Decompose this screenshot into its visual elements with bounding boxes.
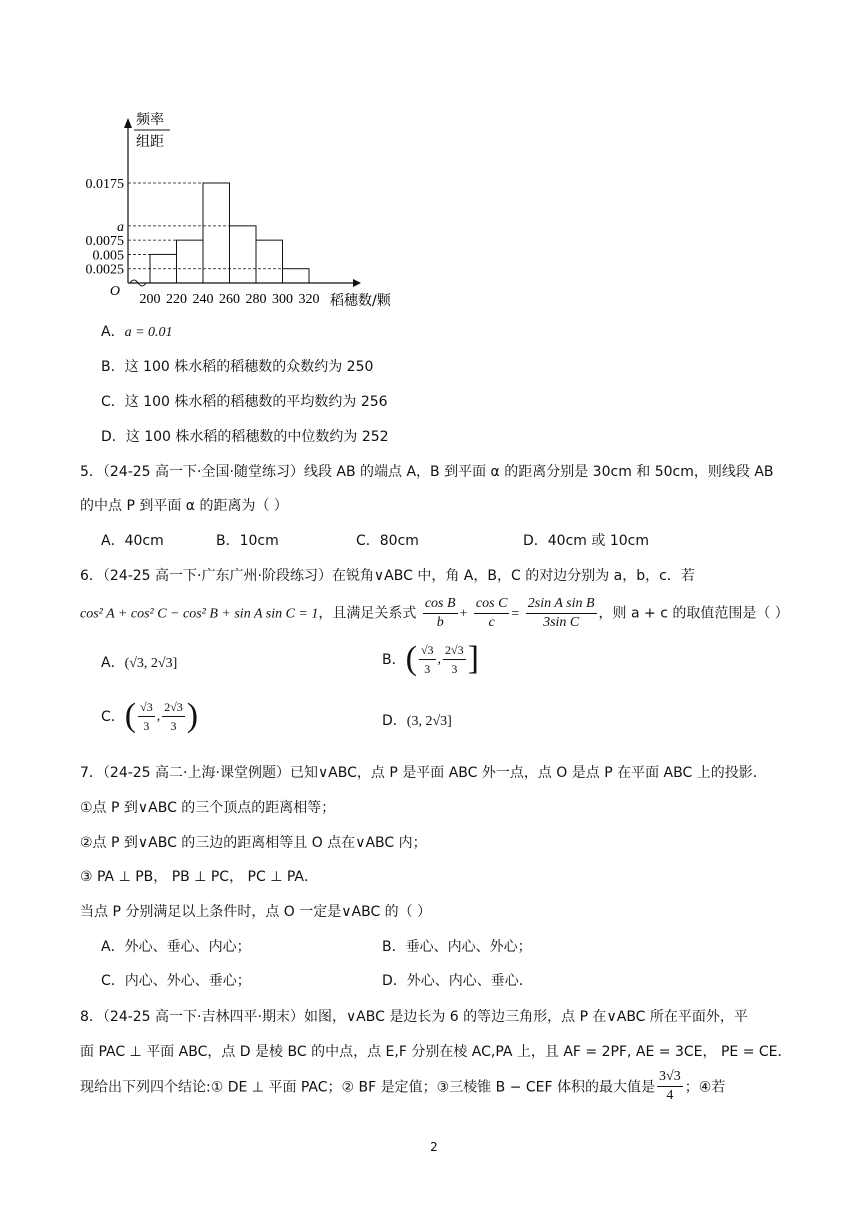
q4-option-b: B．这 100 株水稻的稻穗数的众数约为 250 [101, 359, 374, 375]
x-tick-label: 240 [192, 292, 214, 307]
q7-option-c: C．内心、外心、垂心； [101, 973, 251, 989]
q7-stem-line5: 当点 P 分别满足以上条件时，点 O 一定是∨ABC 的（ ） [80, 904, 432, 920]
page-number: 2 [430, 1140, 438, 1154]
q8-stem-line2: 面 PAC ⊥ 平面 ABC，点 D 是棱 BC 的中点，点 E,F 分别在棱 AC,PA 上，且 AF = 2PF, AE = 3CE， PE = CE． [80, 1044, 792, 1060]
q6-condition: cos² A + cos² C − cos² B + sin A sin C = 1 [80, 606, 319, 622]
q6-frac1-den: b [436, 615, 444, 630]
x-tick-label: 300 [272, 292, 293, 307]
y-label-bottom: 组距 [136, 134, 164, 150]
q4-option-a-math: a = 0.01 [124, 325, 173, 340]
q8-stem-line1: 8．（24-25 高一下·吉林四平·期末）如图，∨ABC 是边长为 6 的等边三角形，点 P 在∨ABC 所在平面外，平 [80, 1009, 748, 1025]
q4-option-c: C．这 100 株水稻的稻穗数的平均数约为 256 [101, 394, 388, 410]
q6-option-d: D．(3, 2√3] [382, 713, 452, 729]
q4-option-d: D．这 100 株水稻的稻穗数的中位数约为 252 [101, 429, 389, 445]
q7-condition-1: ①点 P 到∨ABC 的三个顶点的距离相等； [80, 800, 336, 816]
q8-stem-line3: 现给出下列四个结论:① DE ⊥ 平面 PAC；② BF 是定值；③三棱锥 B − CEF 体积的最大值是 $\frac{3√3}{4}$ ；④若 [80, 1069, 726, 1103]
y-axis-arrow [124, 118, 132, 128]
y-label-top: 频率 [136, 112, 164, 128]
q5-option-a: A．40cm [101, 533, 164, 549]
q5-stem-line2: 的中点 P 到平面 α 的距离为（ ） [80, 498, 288, 514]
q6-frac1-num: cos B [423, 595, 458, 614]
x-tick-label: 200 [139, 292, 161, 307]
q6-option-c: C．( $\frac{√3}{3}$ , $\frac{2√3}{3}$ ) [101, 697, 199, 734]
q7-option-a: A．外心、垂心、内心； [101, 939, 251, 955]
q5-stem-line1: 5．（24-25 高一下·全国·随堂练习）线段 AB 的端点 A，B 到平面 α 的距离分别是 30cm 和 50cm，则线段 AB [80, 464, 774, 480]
histogram-bar [256, 240, 283, 283]
q6-stem-line2: cos² A + cos² C − cos² B + sin A sin C = 1，且满足关系式 $\frac{\text{cos B}}{b}$ + $\frac{\text{cos C}}{c}$ = $\frac{\text{2sin A sin B}}{\text{3sin C}}$ ，则 a + c 的取值范围是（ ） [80, 596, 789, 630]
q7-condition-3: ③ PA ⊥ PB， PB ⊥ PC， PC ⊥ PA． [80, 869, 318, 885]
q6-option-a: A．(√3, 2√3] [101, 655, 178, 671]
q7-option-d: D．外心、内心、垂心． [382, 973, 533, 989]
histogram-bar [203, 183, 230, 283]
q5-option-b: B．10cm [216, 533, 279, 549]
x-tick-label: 220 [166, 292, 187, 307]
q7-option-b: B．垂心、内心、外心； [382, 939, 532, 955]
q6-frac3-num: 2sin A sin B [526, 595, 597, 614]
histogram-bar [177, 240, 204, 283]
q6-frac3-den: 3sin C [543, 615, 580, 630]
q6-frac2-den: c [488, 615, 495, 630]
q6-option-b: B．( $\frac{√3}{3}$ , $\frac{2√3}{3}$ ] [382, 640, 479, 677]
q5-option-d: D．40cm 或 10cm [523, 533, 649, 549]
q4-option-a: A．a = 0.01 [101, 324, 173, 340]
x-tick-label: 320 [298, 292, 320, 307]
q5-option-c: C．80cm [356, 533, 419, 549]
origin-label: O [109, 284, 120, 299]
q7-stem-line1: 7．（24-25 高二·上海·课堂例题）已知∨ABC，点 P 是平面 ABC 外一点，点 O 是点 P 在平面 ABC 上的投影． [80, 765, 767, 781]
y-tick-label: a [117, 219, 124, 235]
y-tick-label: 0.0025 [85, 262, 124, 278]
q6-stem-line1: 6．（24-25 高一下·广东广州·阶段练习）在锐角∨ABC 中，角 A，B，C 的对边分别为 a，b，c．若 [80, 568, 695, 584]
q7-condition-2: ②点 P 到∨ABC 的三边的距离相等且 O 点在∨ABC 内； [80, 835, 427, 851]
x-axis-label: 稻穗数/颗 [330, 293, 391, 308]
x-tick-label: 280 [245, 292, 267, 307]
y-tick-label: 0.0175 [85, 177, 124, 192]
frequency-histogram [78, 108, 418, 308]
x-tick-label: 260 [219, 292, 240, 307]
histogram-bar [230, 226, 257, 283]
x-axis-arrow [353, 279, 361, 287]
y-tick-label: 0.005 [92, 248, 124, 264]
q6-frac2-num: cos C [474, 595, 510, 614]
y-tick-label: 0.0075 [85, 234, 124, 250]
histogram-bar [283, 269, 310, 283]
